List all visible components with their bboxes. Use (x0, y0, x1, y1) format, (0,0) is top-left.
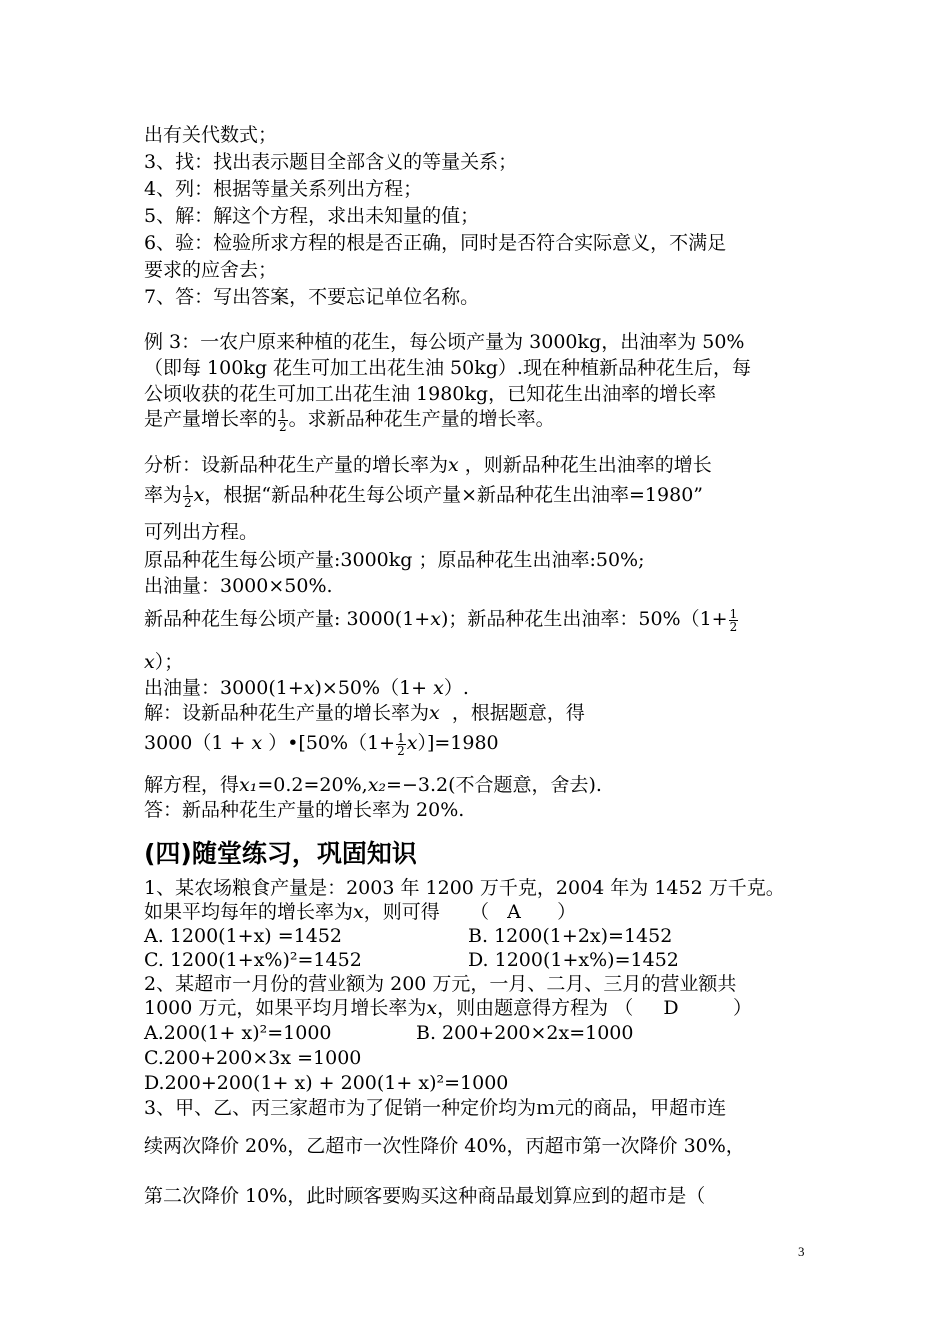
analysis-line-2: 率为 $\frac{1}{2}$ x，根据“新品种花生每公顷产量×新品种花生出油率=1980” (144, 482, 703, 510)
step-6: 6、验：检验所求方程的根是否正确，同时是否符合实际意义，不满足 (144, 232, 727, 254)
q3-line-2: 续两次降价 20%，乙超市一次性降价 40%，丙超市第一次降价 30%， (144, 1135, 745, 1157)
analysis-line-8: 出油量：3000(1+x)×50%（1+ x）. (144, 677, 469, 699)
step-2-cont: 出有关代数式； (144, 124, 278, 146)
step-7: 7、答：写出答案，不要忘记单位名称。 (144, 286, 480, 308)
q3-line-3: 第二次降价 10%，此时顾客要购买这种商品最划算应到的超市是（ (144, 1185, 706, 1207)
example-line-3: 公顷收获的花生可加工出花生油 1980kg，已知花生出油率的增长率 (144, 383, 717, 405)
q1-option-a: A. 1200(1+x) =1452 (144, 925, 343, 947)
step-5: 5、解：解这个方程，求出未知量的值； (144, 205, 480, 227)
section-title: (四)随堂练习，巩固知识 (144, 839, 417, 868)
fraction-half: $\frac{1}{2}$ (397, 730, 405, 758)
analysis-line-3: 可列出方程。 (144, 521, 259, 543)
q2-option-d: D.200+200(1+ x) + 200(1+ x)²=1000 (144, 1072, 509, 1094)
q2-answer: D (663, 997, 679, 1019)
q3-line-1: 3、甲、乙、丙三家超市为了促销一种定价均为ｍ元的商品，甲超市连 (144, 1097, 727, 1119)
solution-line-2: 3000（1 + x ）•[50%（1+ $\frac{1}{2}$ x）]=1980 (144, 730, 499, 758)
q2-option-a: A.200(1+ x)²=1000 (144, 1022, 332, 1044)
q1-line-1: 1、某农场粮食产量是：2003 年 1200 万千克，2004 年为 1452 万千克。 (144, 877, 785, 899)
analysis-line-5: 出油量：3000×50%. (144, 575, 333, 597)
q1-option-b: B. 1200(1+2x)=1452 (468, 925, 673, 947)
q1-option-c: C. 1200(1+x%)²=1452 (144, 949, 362, 971)
q2-option-b: B. 200+200×2x=1000 (416, 1022, 634, 1044)
example-line-2: （即每 100kg 花生可加工出花生油 50kg）.现在种植新品种花生后，每 (144, 357, 751, 379)
step-4: 4、列：根据等量关系列出方程； (144, 178, 423, 200)
q2-line-1: 2、某超市一月份的营业额为 200 万元，一月、二月、三月的营业额共 (144, 973, 737, 995)
example-line-1: 例 3：一农户原来种植的花生，每公顷产量为 3000kg，出油率为 50% (144, 331, 745, 353)
analysis-line-6: 新品种花生每公顷产量: 3000(1+x)；新品种花生出油率：50%（1+ $\frac{1}{2}$ (144, 606, 738, 634)
solution-line-3: 解方程，得x₁=0.2=20%,x₂=−3.2(不合题意，舍去). (144, 774, 602, 796)
solution-answer: 答：新品种花生产量的增长率为 20%. (144, 799, 465, 821)
q1-line-2: 如果平均每年的增长率为x，则可得 （ A ） (144, 901, 577, 923)
solution-line-1: 解：设新品种花生产量的增长率为x ，根据题意，得 (144, 702, 585, 724)
analysis-line-4: 原品种花生每公顷产量:3000kg ；原品种花生出油率:50%; (144, 549, 645, 571)
analysis-line-7: x）； (144, 651, 184, 673)
q1-option-d: D. 1200(1+x%)=1452 (468, 949, 679, 971)
step-6-cont: 要求的应舍去； (144, 259, 278, 281)
fraction-half: $\frac{1}{2}$ (279, 406, 287, 434)
q2-option-c: C.200+200×3x =1000 (144, 1047, 362, 1069)
fraction-half: $\frac{1}{2}$ (184, 482, 192, 510)
q2-line-2: 1000 万元，如果平均月增长率为x，则由题意得方程为 （ D ） (144, 997, 753, 1019)
page-number: 3 (798, 1244, 805, 1259)
step-3: 3、找：找出表示题目全部含义的等量关系； (144, 151, 518, 173)
fraction-half: $\frac{1}{2}$ (729, 606, 738, 634)
example-line-4: 是产量增长率的 $\frac{1}{2}$ 。求新品种花生产量的增长率。 (144, 406, 555, 434)
analysis-line-1: 分析：设新品种花生产量的增长率为x ，则新品种花生出油率的增长 (144, 454, 712, 476)
q1-answer: A (507, 901, 521, 923)
